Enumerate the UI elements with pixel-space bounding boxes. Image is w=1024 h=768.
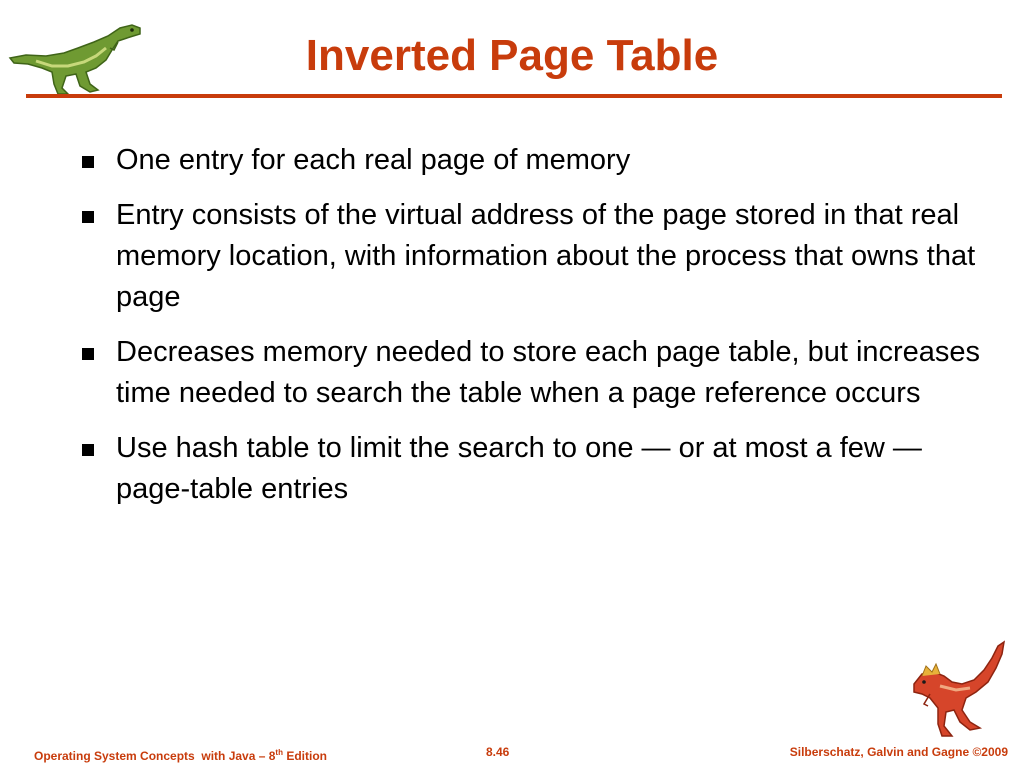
footer-book-title	[34, 748, 327, 763]
bottom-dinosaur-logo	[900, 638, 1012, 746]
square-bullet-icon	[82, 348, 94, 360]
bullet-text: Decreases memory needed to store each page table, but increases time needed to search the table when a page reference occurs	[116, 336, 981, 409]
square-bullet-icon	[82, 211, 94, 223]
bullet-item	[80, 195, 1000, 318]
top-dinosaur-logo	[6, 14, 146, 96]
footer-book-title-text: Operating System Concepts with Java – 8	[34, 749, 276, 763]
bullet-list	[80, 140, 1000, 524]
bullet-text: One entry for each real page of memory	[116, 144, 631, 176]
bullet-item	[80, 428, 1000, 510]
green-dinosaur-icon	[6, 14, 146, 96]
slide-title: Inverted Page Table	[305, 31, 719, 80]
footer-edition-superscript: th	[275, 748, 283, 757]
bullet-text: Use hash table to limit the search to one — or at most a few — page-table entries	[116, 432, 922, 505]
title-divider	[26, 94, 1002, 98]
footer-page-number: 8.46	[486, 745, 510, 759]
square-bullet-icon	[82, 444, 94, 456]
bullet-item	[80, 332, 1000, 414]
square-bullet-icon	[82, 156, 94, 168]
footer-edition-suffix: Edition	[282, 749, 327, 763]
red-dinosaur-icon	[900, 638, 1012, 746]
footer-copyright: Silberschatz, Galvin and Gagne ©2009	[789, 745, 1008, 759]
bullet-text: Entry consists of the virtual address of the page stored in that real memory location, with information about the process that owns that page	[116, 199, 976, 313]
bullet-item	[80, 140, 1000, 181]
